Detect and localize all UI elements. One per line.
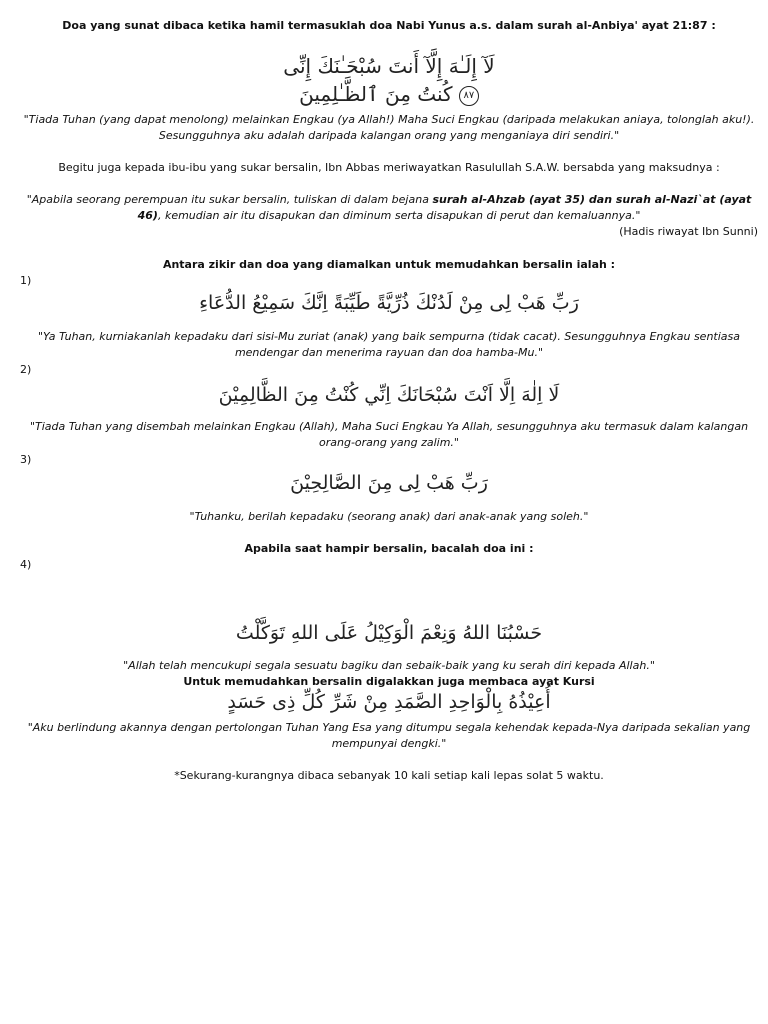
zikir-heading: Antara zikir dan doa yang diamalkan untuk memudahkan bersalin ialah :	[162, 258, 616, 271]
ayah-number-mark: ٨٧	[459, 86, 479, 106]
item-number-3: 3)	[20, 453, 32, 466]
hadith-source: (Hadis riwayat Ibn Sunni)	[619, 225, 758, 238]
kursi-arabic: أُعِيْذُهُ بِالْوَاحِدِ الصَّمَدِ مِنْ شَرِّ كُلِّ ذِى حَسَدٍ	[227, 691, 551, 713]
item-translation-1: "Ya Tuhan, kurniakanlah kepadaku dari sisi-Mu zuriat (anak) yang baik sempurna (tidak cacat). Sesungguhnya Engkau sentiasa mendengar dan menerima rayuan dan doa hamba-Mu."	[37, 330, 740, 359]
item-translation-2: "Tiada Tuhan yang disembah melainkan Engkau (Allah), Maha Suci Engkau Ya Allah, sesungguhnya aku termasuk dalam kalangan orang-orang yang zalim."	[29, 420, 749, 449]
item-number-2: 2)	[20, 363, 32, 376]
intro-heading: Doa yang sunat dibaca ketika hamil termasuklah doa Nabi Yunus a.s. dalam surah al-Anbiya' ayat 21:87 :	[62, 19, 716, 32]
item-arabic-3: رَبِّ هَبْ لِى مِنَ الصَّالِحِيْنَ	[290, 472, 488, 494]
footnote: *Sekurang-kurangnya dibaca sebanyak 10 kali setiap kali lepas solat 5 waktu.	[174, 769, 604, 782]
hadith-quote-part1: "Apabila seorang perempuan itu sukar bersalin, tuliskan di dalam bejana	[26, 193, 433, 206]
kursi-translation: "Aku berlindung akannya dengan pertolongan Tuhan Yang Esa yang ditumpu segala kehendak kepada-Nya daripada sekalian yang mempunyai dengki."	[27, 721, 751, 750]
kursi-heading: Untuk memudahkan bersalin digalakkan juga membaca ayat Kursi	[183, 675, 595, 688]
hadith-quote-bold: surah al-Ahzab (ayat 35) dan surah al-Nazi`at (ayat 46)	[137, 193, 752, 222]
item-arabic-1: رَبِّ هَبْ لِى مِنْ لَدُنْكَ ذُرِّيَّةً طَيِّبَةً اِنَّكَ سَمِيْعُ الدُّعَاءِ	[199, 292, 579, 314]
intro-arabic-line2-wrap	[20, 80, 758, 108]
intro-translation: "Tiada Tuhan (yang dapat menolong) melainkan Engkau (ya Allah!) Maha Suci Engkau (daripada melakukan aniaya, tolonglah aku!). Sesungguhnya aku adalah daripada kalangan orang yang menganiaya diri sendiri."	[23, 113, 755, 142]
hadith-quote-part2: , kemudian air itu disapukan dan diminum serta disapukan di perut dan kemaluannya."	[157, 209, 641, 222]
item-number-4: 4)	[20, 558, 32, 571]
item-arabic-4: حَسْبُنَا اللهُ وَنِعْمَ الْوَكِيْلُ عَلَى اللهِ تَوَكَّلْتُ	[235, 622, 543, 644]
item-arabic-2: لَا اِلٰهَ اِلَّا اَنْتَ سُبْحَانَكَ اِنِّي كُنْتُ مِنَ الظَّالِمِيْنَ	[218, 384, 560, 406]
intro-arabic-line1: لَآ إِلَـٰهَ إِلَّآ أَنتَ سُبْحَـٰنَكَ إِنِّى	[283, 54, 495, 78]
hampir-heading: Apabila saat hampir bersalin, bacalah doa ini :	[244, 542, 534, 555]
item-translation-4: "Allah telah mencukupi segala sesuatu bagiku dan sebaik-baik yang ku serah diri kepada Allah."	[123, 659, 655, 672]
item-translation-3: "Tuhanku, berilah kepadaku (seorang anak) dari anak-anak yang soleh."	[189, 510, 589, 523]
item-number-1: 1)	[20, 274, 32, 287]
hadith-lead: Begitu juga kepada ibu-ibu yang sukar bersalin, Ibn Abbas meriwayatkan Rasulullah S.A.W. bersabda yang maksudnya :	[58, 161, 720, 174]
hadith-quote	[20, 192, 758, 224]
intro-arabic-line2: كُنتُ مِنَ ٱلظَّـٰلِمِينَ	[299, 82, 453, 106]
